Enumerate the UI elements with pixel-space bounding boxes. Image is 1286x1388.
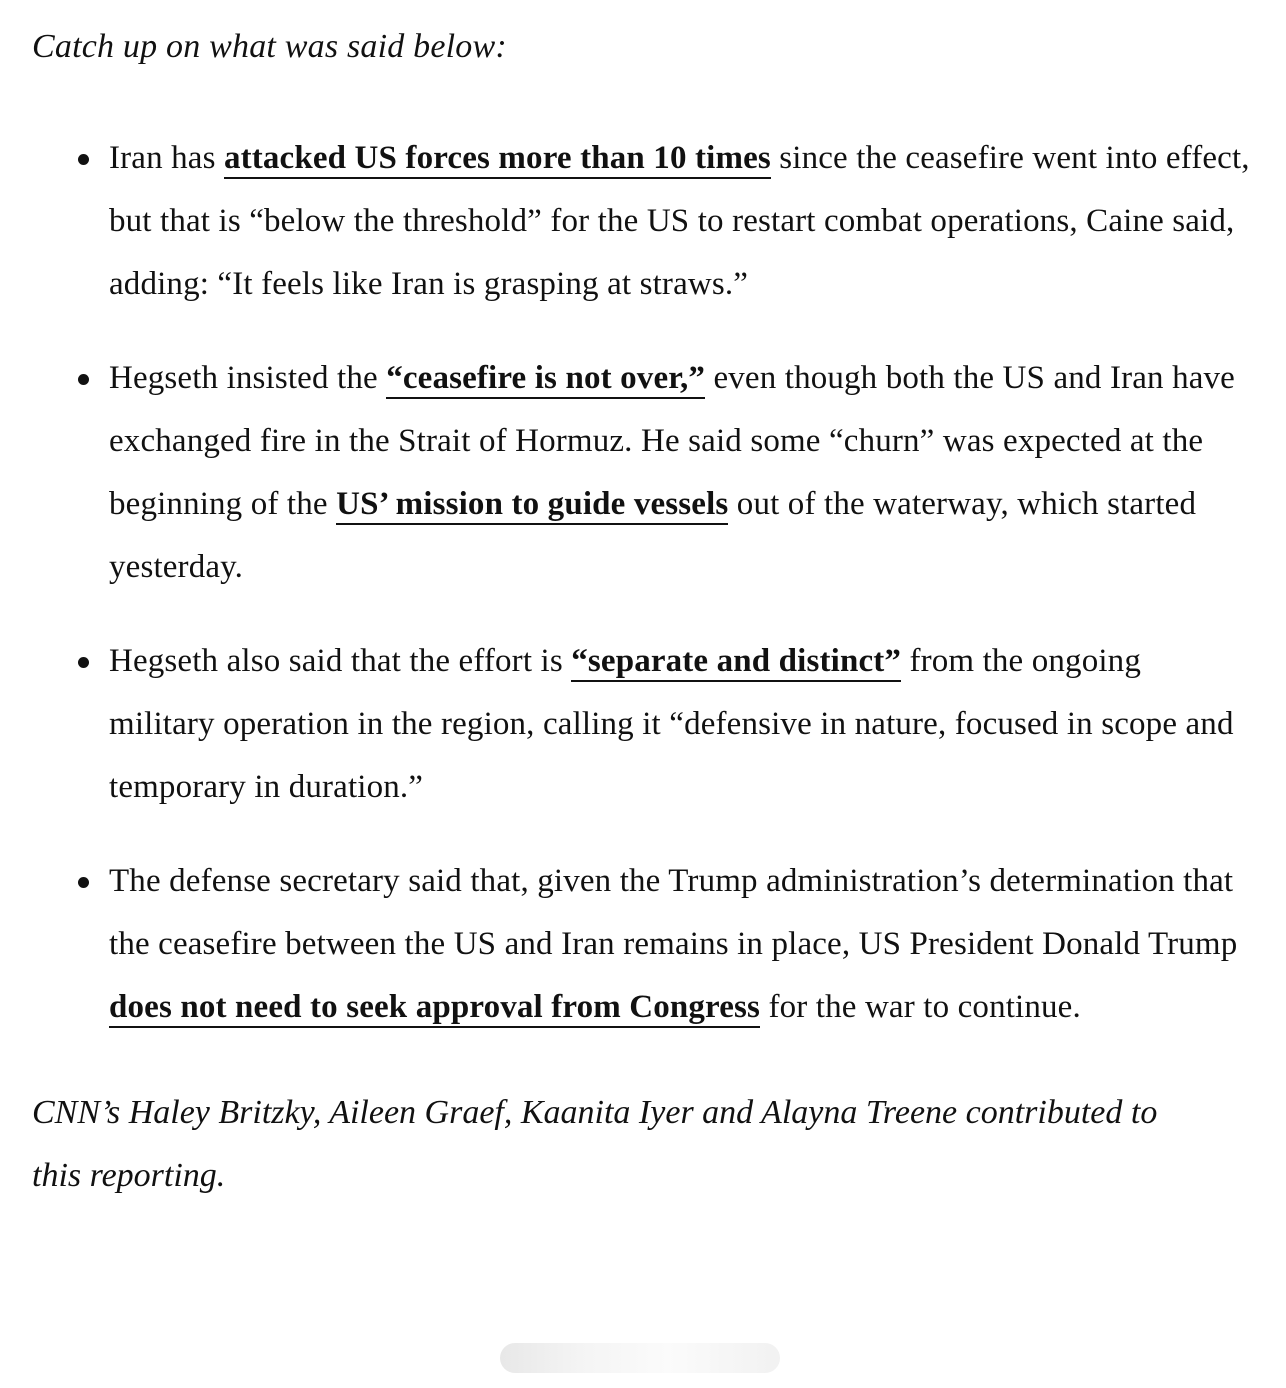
link-mission-guide-vessels[interactable]: US’ mission to guide vessels — [336, 486, 728, 525]
bullet-icon — [78, 657, 89, 668]
bullet-text: Hegseth insisted the — [109, 360, 387, 396]
list-item — [32, 630, 1252, 819]
bullet-text: The defense secretary said that, given the Trump administration’s determination that the ceasefire between the US and Iran remains in place, US President Donald Trump — [109, 863, 1238, 962]
bullet-icon — [78, 877, 89, 888]
bullet-text: since the ceasefire went into effect, but that is “below the threshold” for the US to restart combat operations, Caine said, adding: “It feels like Iran is grasping at straws.” — [109, 140, 1250, 302]
bullet-text: for the war to continue. — [760, 989, 1081, 1025]
bullet-text: out of the waterway, which started yesterday. — [109, 486, 1197, 585]
link-approval-from-congress[interactable]: does not need to seek approval from Congress — [109, 989, 760, 1028]
bullet-text: even though both the US and Iran have exchanged fire in the Strait of Hormuz. He said some “churn” was expected at the beginning of the — [109, 360, 1235, 522]
scroll-indicator — [500, 1343, 780, 1373]
list-item — [32, 127, 1252, 316]
contributor-credit: CNN’s Haley Britzky, Aileen Graef, Kaanita Iyer and Alayna Treene contributed to this reporting. — [32, 1094, 1158, 1194]
intro-text: Catch up on what was said below: — [32, 28, 507, 65]
list-item — [32, 347, 1252, 599]
bullet-text: Hegseth also said that the effort is — [109, 643, 572, 679]
link-ceasefire-not-over[interactable]: “ceasefire is not over,” — [386, 360, 705, 399]
article-body — [32, 20, 1252, 1207]
bullet-icon — [78, 374, 89, 385]
link-attacked-us-forces[interactable]: attacked US forces more than 10 times — [224, 140, 771, 179]
bullet-icon — [78, 154, 89, 165]
link-separate-and-distinct[interactable]: “separate and distinct” — [571, 643, 901, 682]
bullet-text: from the ongoing military operation in the region, calling it “defensive in nature, focused in scope and temporary in duration.” — [109, 643, 1234, 805]
bullet-text: Iran has — [109, 140, 224, 176]
summary-list — [32, 127, 1252, 1039]
list-item — [32, 850, 1252, 1039]
